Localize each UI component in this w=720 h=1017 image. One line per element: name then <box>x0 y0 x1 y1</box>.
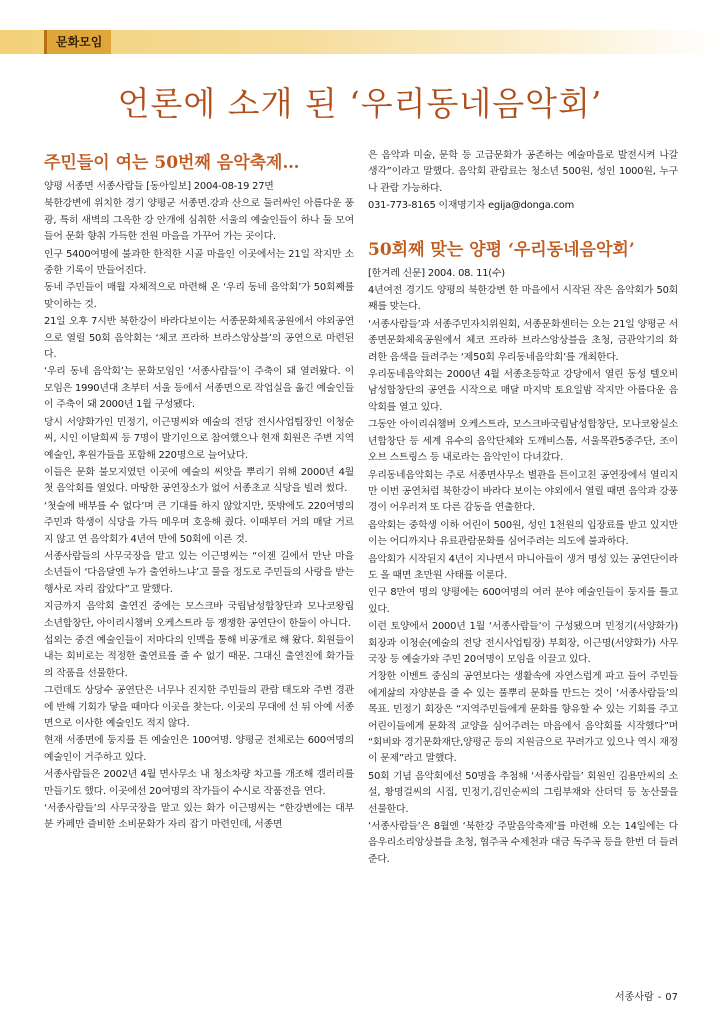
page-title: 언론에 소개 된 ‘우리동네음악회’ <box>117 84 603 123</box>
paragraph: 50회 기념 음악회에선 50명을 추첨해 ‘서종사람들’ 회원인 김용만씨의 소설, 황명걸씨의 시집, 민정기,김인순씨의 그림부채와 산더덕 등 농산물을 선물한다. <box>368 770 678 815</box>
paragraph: 서종사람들은 2002년 4월 면사무소 내 청소차량 차고를 개조해 갤러리를 만들기도 했다. 이곳에선 20여명의 작가들이 수시로 작품전을 연다. <box>44 769 354 797</box>
paragraph: 우리동네음악회는 주로 서종면사무소 별관을 튼이고친 공연장에서 열리지만 이번 공연처럼 북한강이 바라다 보이는 야외에서 열릴 때면 음악과 강풍경이 어우러져 또 다른 감동을 연출한다. <box>368 469 678 514</box>
paragraph: 거창한 이벤트 중심의 공연보다는 생활속에 자연스럽게 파고 들어 주민들에게삶의 자양분을 줄 수 있는 풀뿌리 문화를 만드는 것이 ‘서종사람들’의 목표. 민정기 회장은 “지역주민들에게 문화를 향유할 수 있는 기회를 주고 어린이들에게 문화적 교양을 심어주려는 마음에서 음악회를 시작했다”며 “회비와 경기문화재단,양평군 등의 지원금으로 꾸려가고 있으나 역시 재정이 문제”라고 말했다. <box>368 671 678 765</box>
article-1-body <box>44 179 354 834</box>
paragraph: ‘서종사람들’과 서종주민자치위원회, 서종문화센터는 오는 21일 양평군 서종면문화체육공원에서 체코 프라하 브라스앙상블을 초청, 금관악기의 화려한 음색을 들려주는 ‘제50회 우리동네음악회’를 개최한다. <box>368 318 678 363</box>
paragraph: 당시 서양화가인 민정기, 이근명씨와 예술의 전당 전시사업팀장인 이청순씨, 시인 이달희씨 등 7명이 발기인으로 참여했으나 현재 회원은 주변 지역 예술인, 후원가들을 포함해 220명으로 늘어났다. <box>44 416 354 461</box>
page-footer: 서종사람 - 07 <box>615 992 678 1003</box>
paragraph: 음악회는 중학생 이하 어린이 500원, 성인 1천원의 입장료를 받고 있지만 이는 어디까지나 유료관람문화를 심어주려는 의도에 불과하다. <box>368 519 678 548</box>
paragraph: ‘서종사람들’의 사무국장을 맡고 있는 화가 이근명씨는 “한강변에는 대부분 카페만 즐비한 소비문화가 자리 잡기 마련인데, 서종면 <box>44 803 354 831</box>
paragraph: ‘첫술에 배부를 수 없다’며 큰 기대를 하지 않았지만, 뜻밖에도 220여명의 주민과 학생이 식당을 가득 메우며 호응해 줬다. 이때부터 거의 매달 거르지 않고 연 음악회가 4년여 만에 50회에 이른 것. <box>44 500 354 545</box>
paragraph: 우리동네음악회는 2000년 4월 서종초등학교 강당에서 열린 동성 텔오비 남성합창단의 공연을 시작으로 매달 마지막 토요일밤 작지만 아름다운 음악회를 열고 있다. <box>368 369 678 413</box>
paragraph: 그런데도 상당수 공연단은 너무나 진지한 주민들의 관람 태도와 주변 경관에 반해 기회가 닿을 때마다 이곳을 찾는다. 이곳의 무대에 선 뒤 아예 서종면으로 이사한 예술인도 적지 않다. <box>44 685 354 729</box>
paragraph: 현재 서종면에 둥지를 튼 예술인은 100여명. 양평군 전체로는 600여명의 예술인이 거주하고 있다. <box>44 735 354 763</box>
page-number: 07 <box>665 992 678 1003</box>
paragraph: 이들은 문화 불모지였던 이곳에 예술의 씨앗을 뿌리기 위해 2000년 4월 첫 음악회를 열었다. 마땅한 공연장소가 없어 서종초교 식당을 빌려 썼다. <box>44 466 354 495</box>
paragraph: 인구 8만여 명의 양평에는 600여명의 여러 분야 예술인들이 둥지를 틀고 있다. <box>368 587 678 615</box>
paragraph: 은 음악과 미술, 문학 등 고급문화가 공존하는 예술마을로 발전시켜 나갈 생각”이라고 말했다. 음악회 관람료는 청소년 500원, 성인 1000원, 누구나 관람 가능하다. <box>368 150 678 194</box>
left-column <box>44 148 354 835</box>
footer-label: 서종사람 <box>615 992 654 1003</box>
right-column <box>368 148 678 869</box>
paragraph: 21일 오후 7시반 북한강이 바라다보이는 서종문화체육공원에서 야외공연으로 열릴 50회 음악회는 ‘체코 프라하 브라스앙상블’의 공연으로 마련된다. <box>44 316 354 361</box>
paragraph: 그동안 아이리쉬챔버 오케스트라, 모스크바국립남성합창단, 모나코왕실소년합창단 등 세계 유수의 음악단체와 도깨비스톰, 서울목관5중주단, 조이 오브 스트링스 등 내로라는 음악인이 다녀갔다. <box>368 419 678 464</box>
paragraph: 서종사람들의 사무국장을 맡고 있는 이근명씨는 “이젠 길에서 만난 마을 소년들이 ‘다음달엔 누가 출연하느냐’고 물을 정도로 주민들의 사랑을 받는 행사로 자리 잡았다”고 말했다. <box>44 550 354 595</box>
paragraph: ‘우리 동네 음악회’는 문화모임인 ‘서종사람들’이 주축이 돼 열려왔다. 이 모임은 1990년대 초부터 서울 등에서 서종면으로 작업실을 옮긴 예술인들이 주축이 돼 2000년 1월 구성됐다. <box>44 366 354 411</box>
paragraph: 4년여전 경기도 양평의 북한강변 한 마을에서 시작된 작은 음악회가 50회째를 맞는다. <box>368 285 678 313</box>
paragraph: 섭외는 중견 예술인들이 저마다의 인맥을 통해 비공개로 해 왔다. 회원들이 내는 회비로는 적정한 출연료를 줄 수 없기 때문. 그대신 출연진에 화가들의 작품을 선물한다. <box>44 634 354 679</box>
article-2-body <box>368 266 678 869</box>
paragraph: [한겨레 신문] 2004. 08. 11(수) <box>368 267 505 279</box>
article-2-heading: 50회째 맞는 양평 ‘우리동네음악회’ <box>368 239 635 260</box>
paragraph: 동네 주민들이 매월 자체적으로 마련해 온 ‘우리 동네 음악회’가 50회째를 맞이하는 것. <box>44 282 354 310</box>
paragraph: ‘서종사람들’은 8월엔 ‘북한강 주말음악축제’를 마련해 오는 14일에는 다음우리소리앙상블을 초청, 협주곡 수제천과 대금 독주곡 등을 한번 더 들려준다. <box>368 821 678 865</box>
paragraph: 031-773-8165 이재명기자 egija@donga.com <box>368 200 575 212</box>
paragraph: 북한강변에 위치한 경기 양평군 서종면.강과 산으로 둘러싸인 아름다운 풍광, 특히 새벽의 그윽한 강 안개에 심취한 서울의 예술인들이 하나 둘 모여들어 문화 향취 가득한 전원 마을을 가꾸어 가는 곳이다. <box>44 198 354 243</box>
paragraph: 이런 토양에서 2000년 1월 ‘서종사람들’이 구성됐으며 민정기(서양화가)회장과 이청순(예술의 전당 전시사업팀장) 부회장, 이근명(서양화가) 사무국장 등 예술가와 주민 20여명이 모임을 이끌고 있다. <box>368 621 678 665</box>
article-1-heading: 주민들이 여는 50번째 음악축제… <box>44 153 300 173</box>
section-tag: 문화모임 <box>44 30 111 54</box>
paragraph: 인구 5400여명에 불과한 한적한 시골 마을인 이곳에서는 21일 작지만 소중한 기록이 만들어진다. <box>44 248 354 277</box>
paragraph: 음악회가 시작된지 4년이 지나면서 마니아들이 생겨 명성 있는 공연단이라도 올 때면 초만원 사태를 이룬다. <box>368 553 678 581</box>
article-1-continuation <box>368 148 678 215</box>
paragraph: 양평 서종면 서종사람들 [동아일보] 2004-08-19 27면 <box>44 181 274 192</box>
paragraph: 지금까지 음악회 출연진 중에는 모스크바 국립남성합창단과 모나코왕립 소년합창단, 아이리시챔버 오케스트라 등 쟁쟁한 공연단이 한둘이 아니다. <box>44 601 354 629</box>
